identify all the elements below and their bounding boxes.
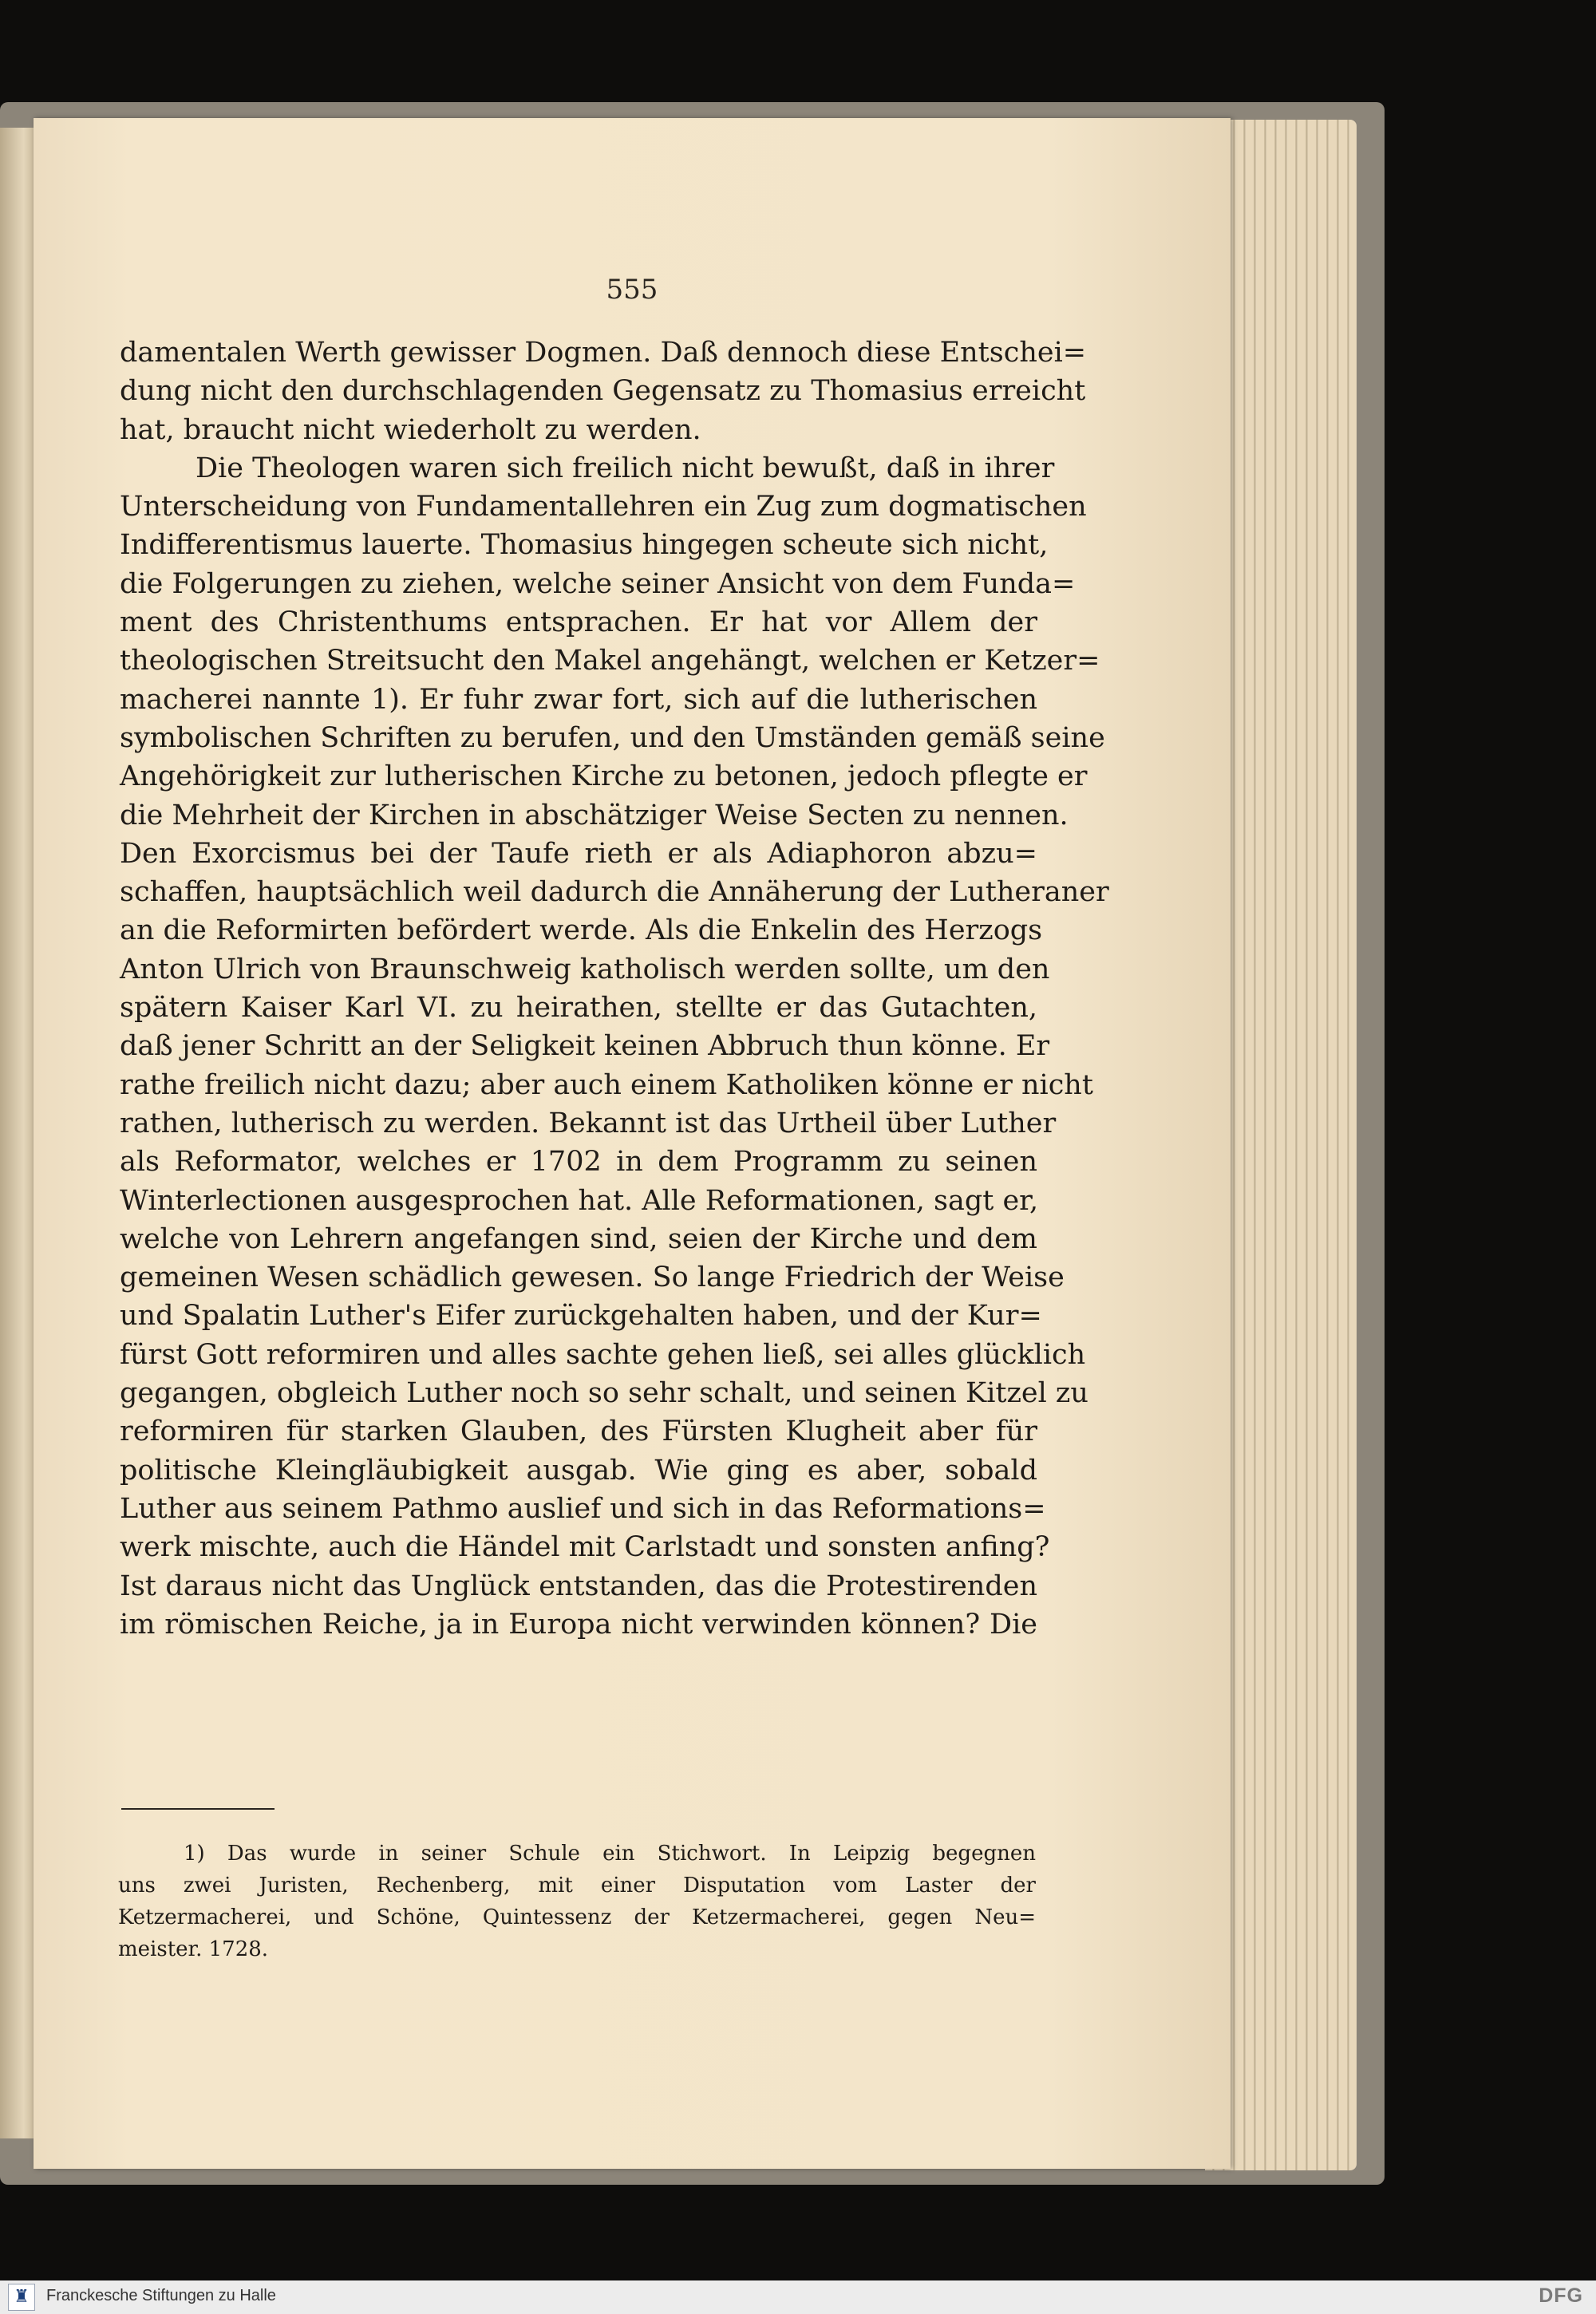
text-line: reformiren für starken Glauben, des Fürsten Klugheit aber für	[120, 1416, 1037, 1448]
text-line: werk mischte, auch die Händel mit Carlstadt und sonsten anfing?	[120, 1531, 1050, 1564]
text-line: daß jener Schritt an der Seligkeit keinen Abbruch thun könne. Er	[120, 1030, 1050, 1063]
text-line: Ist daraus nicht das Unglück entstanden, das die Protestirenden	[120, 1570, 1037, 1602]
text-line: gegangen, obgleich Luther noch so sehr schalt, und seinen Kitzel zu	[120, 1377, 1088, 1410]
text-line: die Folgerungen zu ziehen, welche seiner Ansicht von dem Funda=	[120, 567, 1076, 600]
footnote-line: Ketzermacherei, und Schöne, Quintessenz der Ketzermacherei, gegen Neu=	[118, 1905, 1036, 1929]
footnote	[118, 1838, 1036, 1965]
text-line: die Mehrheit der Kirchen in abschätziger Weise Secten zu nennen.	[120, 799, 1069, 831]
text-line: dung nicht den durchschlagenden Gegensatz zu Thomasius erreicht	[120, 375, 1086, 408]
footnote-rule	[121, 1808, 275, 1810]
text-line: symbolischen Schriften zu berufen, und den Umständen gemäß seine	[120, 721, 1105, 754]
text-line: Winterlectionen ausgesprochen hat. Alle Reformationen, sagt er,	[120, 1184, 1039, 1217]
text-line: rathen, lutherisch zu werden. Bekannt ist das Urtheil über Luther	[120, 1107, 1057, 1139]
footnote-line: uns zwei Juristen, Rechenberg, mit einer Disputation vom Laster der	[118, 1874, 1036, 1897]
text-line: schaffen, hauptsächlich weil dadurch die Annäherung der Lutheraner	[120, 876, 1109, 909]
text-line: und Spalatin Luther's Eifer zurückgehalten haben, und der Kur=	[120, 1300, 1042, 1333]
text-line: ment des Christenthums entsprachen. Er hat vor Allem der	[120, 606, 1037, 639]
text-line: politische Kleingläubigkeit ausgab. Wie ging es aber, sobald	[120, 1454, 1037, 1487]
text-line: im römischen Reiche, ja in Europa nicht verwinden können? Die	[120, 1608, 1037, 1641]
text-line: gemeinen Wesen schädlich gewesen. So lange Friedrich der Weise	[120, 1262, 1065, 1294]
text-line: Indifferentismus lauerte. Thomasius hingegen scheute sich nicht,	[120, 529, 1049, 562]
text-line: fürst Gott reformiren und alles sachte gehen ließ, sei alles glücklich	[120, 1338, 1086, 1371]
footnote-line: 1) Das wurde in seiner Schule ein Stichwort. In Leipzig begegnen	[184, 1842, 1036, 1866]
left-page-edge	[0, 128, 34, 2138]
text-line: welche von Lehrern angefangen sind, seien der Kirche und dem	[120, 1222, 1037, 1255]
body-text	[120, 334, 1109, 1644]
text-line: macherei nannte 1). Er fuhr zwar fort, sich auf die lutherischen	[120, 683, 1037, 716]
text-line: Den Exorcismus bei der Taufe rieth er als Adiaphoron abzu=	[120, 837, 1037, 870]
text-line: Unterscheidung von Fundamentallehren ein Zug zum dogmatischen	[120, 491, 1087, 523]
text-line: Anton Ulrich von Braunschweig katholisch werden sollte, um den	[120, 953, 1050, 985]
text-line: spätern Kaiser Karl VI. zu heirathen, stellte er das Gutachten,	[120, 992, 1037, 1025]
text-line: rathe freilich nicht dazu; aber auch einem Katholiken könne er nicht	[120, 1068, 1093, 1101]
footer-bar	[0, 2280, 1596, 2314]
text-line: hat, braucht nicht wiederholt zu werden.	[120, 413, 701, 446]
text-line: theologischen Streitsucht den Makel angehängt, welchen er Ketzer=	[120, 645, 1100, 677]
text-line: als Reformator, welches er 1702 in dem Programm zu seinen	[120, 1146, 1037, 1179]
text-line: damentalen Werth gewisser Dogmen. Daß dennoch diese Entschei=	[120, 337, 1087, 369]
dfg-logo[interactable]: DFG	[1539, 2284, 1583, 2307]
institution-logo-icon[interactable]: ♜	[8, 2284, 35, 2311]
text-line: Die Theologen waren sich freilich nicht bewußt, daß in ihrer	[196, 452, 1055, 484]
institution-name[interactable]: Franckesche Stiftungen zu Halle	[46, 2287, 276, 2304]
text-line: Luther aus seinem Pathmo auslief und sich in das Reformations=	[120, 1492, 1046, 1525]
text-line: an die Reformirten befördert werde. Als die Enkelin des Herzogs	[120, 914, 1043, 947]
page-number: 555	[606, 274, 658, 306]
footnote-line: meister. 1728.	[118, 1937, 269, 1961]
text-line: Angehörigkeit zur lutherischen Kirche zu betonen, jedoch pflegte er	[120, 760, 1088, 793]
book-page	[34, 118, 1231, 2169]
